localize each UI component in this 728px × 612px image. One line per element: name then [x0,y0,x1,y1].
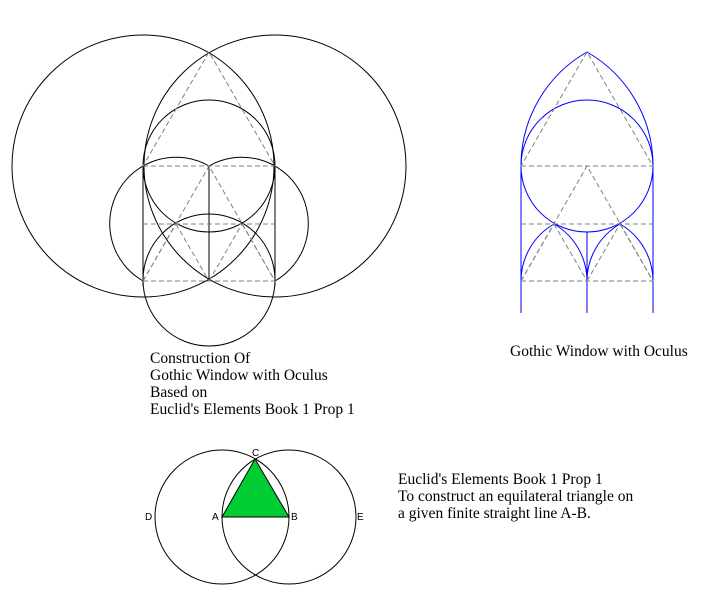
construction-caption-line: Gothic Window with Oculus [150,367,328,384]
construction-caption-line: Construction Of [150,350,251,367]
gothic-window-caption [510,343,688,360]
euclid-caption-line: a given finite straight line A-B. [398,505,591,522]
point-label-b: B [291,512,298,523]
construction-caption-line: Euclid's Elements Book 1 Prop 1 [150,401,355,418]
gothic-window-caption-text: Gothic Window with Oculus [510,343,688,360]
construction-caption [150,350,355,418]
guide-a-sub-right [209,224,242,281]
window-right-lancet [587,224,653,281]
upper-guide-triangle [143,52,275,166]
window-upper-guide [521,52,653,166]
point-label-d: D [145,512,153,523]
construction-caption-line: Based on [150,384,208,401]
gothic-window-drawing [521,52,653,313]
window-left-lancet [521,224,587,281]
euclid-caption [398,471,633,522]
window-guide-sub2 [554,224,587,281]
right-small-arch [209,157,308,281]
window-guide-sub4 [620,224,653,281]
point-label-a: A [212,512,219,523]
guide-b-sub-left [176,224,209,281]
euclid-caption-line: Euclid's Elements Book 1 Prop 1 [398,471,603,488]
equilateral-triangle [222,459,289,517]
euclid-drawing [145,448,364,584]
pointed-arch [521,52,653,166]
point-label-c: C [252,448,260,459]
point-label-e: E [357,512,364,523]
construction-drawing [12,35,406,346]
guide-a-sub-left [143,224,176,281]
left-small-arch [110,157,209,281]
window-guide-sub3 [587,224,620,281]
guide-b-sub-right [242,224,275,281]
euclid-caption-line: To construct an equilateral triangle on [398,488,634,505]
window-guide-sub1 [521,224,554,281]
